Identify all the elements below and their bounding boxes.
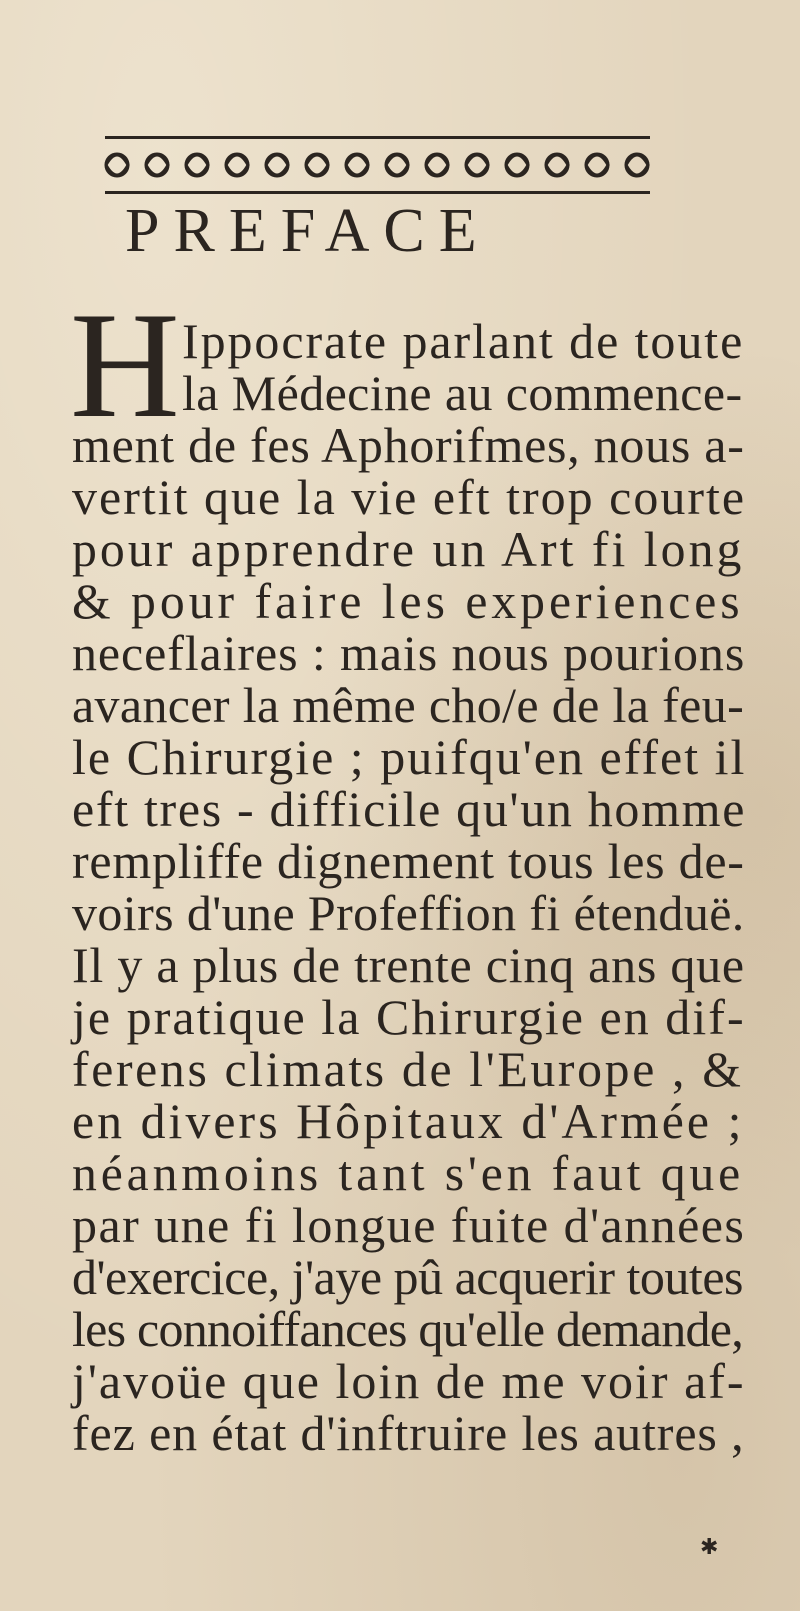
text-line: ferens climats de l'Europe , &	[72, 1041, 744, 1097]
text-line: voirs d'une Profeffion fi étenduë.	[72, 885, 745, 941]
text-line: je pratique la Chirurgie en dif-	[72, 989, 746, 1045]
text-line: fez en état d'inftruire les autres ,	[72, 1405, 745, 1461]
text-line: les connoiffances qu'elle demande,	[72, 1301, 743, 1357]
fleuron-border-ornament	[105, 130, 650, 200]
printer-mark-icon: ✱	[700, 1535, 719, 1560]
text-line: rempliffe dignement tous les de-	[72, 833, 745, 889]
text-line: pour apprendre un Art fi long	[72, 521, 745, 577]
text-line: neceflaires : mais nous pourions	[72, 625, 746, 681]
text-line: & pour faire les experiences	[72, 573, 744, 629]
text-line: le Chirurgie ; puifqu'en effet il	[72, 729, 747, 785]
text-line: en divers Hôpitaux d'Armée ;	[72, 1093, 745, 1149]
text-line: Ippocrate parlant de toute	[182, 313, 745, 369]
text-line: j'avoüe que loin de me voir af-	[72, 1353, 746, 1409]
text-line: eft tres - difficile qu'un homme	[72, 781, 747, 837]
text-line: néanmoins tant s'en faut que	[72, 1145, 745, 1201]
text-line: d'exercice, j'aye pû acquerir toutes	[72, 1249, 744, 1305]
page-title: PREFACE	[125, 197, 491, 265]
text-line: avancer la même cho/e de la feu-	[72, 677, 745, 733]
text-line: Il y a plus de trente cinq ans que	[72, 937, 745, 993]
text-line: par une fi longue fuite d'années	[72, 1197, 746, 1253]
drop-cap: H	[70, 281, 180, 449]
text-line: la Médecine au commence-	[182, 365, 743, 421]
text-line: vertit que la vie eft trop courte	[72, 469, 747, 525]
text-line: ment de fes Aphorifmes, nous a-	[72, 417, 745, 473]
